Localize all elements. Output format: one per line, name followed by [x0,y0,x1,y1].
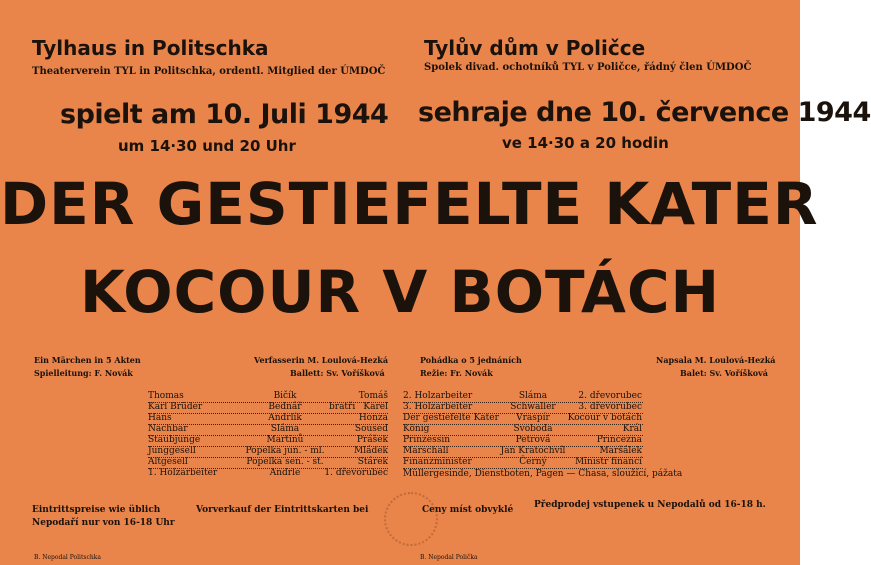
cast-actor: Bednář [268,402,302,412]
cast-role: Staubjunge [148,435,201,445]
cast-actor: Petrová [515,435,551,445]
cast-actor: Martinů [266,435,304,445]
prices-cz: Ceny míst obvyklé [422,505,514,515]
cast-actor: Andrlík [268,413,302,423]
presale-hours-de: Nepodaří nur von 16-18 Uhr [32,518,175,528]
cast-rule [403,435,643,436]
cast-rule [403,457,643,458]
cast-role: Karl Brüder [148,402,203,412]
cast-rule [148,468,388,469]
title-czech: KOCOUR V BOTÁCH [79,258,721,326]
cast-rule [403,413,643,414]
ballet-cz: Balet: Sv. Voříšková [680,368,768,378]
cast-role: Prinzessin [403,435,451,445]
cast-role: Junggesell [148,446,196,456]
cast-actor: Bičík [273,391,297,401]
cast-role: 1. Holzarbeiter [148,468,218,478]
cast-role: Hans [148,413,172,423]
cast-role: Tomáš [358,391,388,401]
cast-role-bratri: bratři [329,402,356,412]
cast-actor: Sláma [518,391,548,401]
cast-role: Nachbar [148,424,188,434]
times-cz: ve 14·30 a 20 hodin [502,134,669,152]
cast-role: Král [622,424,642,434]
cast-role: 2. Holzarbeiter [403,391,473,401]
cast-role: 1. dřevorubec [324,468,388,478]
cast-actor: Jan Kratochvíl [500,446,566,456]
cast-role: Marschall [403,446,449,456]
perforation-stamp [384,492,438,546]
cast-rule [403,468,643,469]
cast-role: Prášek [356,435,388,445]
cast-role: 3. dřevorubec [578,402,642,412]
date-de: spielt am 10. Juli 1944 [60,99,389,130]
cast-rule [403,402,643,403]
cast-rule [148,457,388,458]
cast-extras: Müllergesinde, Dienstboten, Pagen — Chasa, sloužící, pážata [403,469,683,479]
cast-actor: Schwaller [510,402,556,412]
presale-de: Vorverkauf der Eintrittskarten bei [196,505,369,515]
cast-role: Stárek [357,457,388,467]
title-german: DER GESTIEFELTE KATER [0,170,819,238]
venue-cz: Tylův dům v Poličce [424,36,646,60]
cast-rule [148,402,388,403]
cast-rule [148,413,388,414]
cast-role: Ministr financí [574,457,642,467]
venue-de: Tylhaus in Politschka [32,36,269,60]
presale-cz: Předprodej vstupenek u Nepodalů od 16-18 h. [534,500,766,510]
cast-rule [148,435,388,436]
genre-de: Ein Märchen in 5 Akten [34,355,141,365]
prices-de: Eintrittspreise wie üblich [32,505,161,515]
cast-role: Mládek [353,446,388,456]
cast-role: Karel [363,402,388,412]
cast-actor: Popelka sen. - st. [246,457,324,467]
cast-actor: Černý [519,457,547,467]
cast-rule [403,424,643,425]
date-cz: sehraje dne 10. července 1944 [418,97,871,128]
society-de: Theaterverein TYL in Politschka, ordentl. Mitglied der ÚMDOČ [32,66,386,77]
society-cz: Spolek divad. ochotníků TYL v Poličce, řádný člen ÚMDOČ [424,62,752,73]
author-cz: Napsala M. Loulová-Hezká [656,355,776,365]
cast-rule [148,424,388,425]
cast-role: 2. dřevorubec [578,391,642,401]
cast-role: König [403,424,430,434]
cast-role: Finanzminister [403,457,472,467]
cast-role: 3. Holzarbeiter [403,402,473,412]
cast-actor: Andrle [269,468,301,478]
author-de: Verfasserin M. Loulová-Hezká [254,355,389,365]
ballet-de: Ballett: Sv. Voříšková [290,368,385,378]
director-de: Spielleitung: F. Novák [34,368,133,378]
times-de: um 14·30 und 20 Uhr [118,137,296,155]
cast-actor: Sláma [270,424,300,434]
cast-rule [403,446,643,447]
cast-role: Der gestiefelte Kater [403,413,499,423]
cast-rule [148,446,388,447]
cast-role: Soused [354,424,388,434]
printer-cz: B. Nepodal Polička [420,554,478,561]
printer-de: B. Nepodal Politschka [34,554,101,561]
cast-actor: Svoboda [513,424,553,434]
cast-actor: Popelka jun. - ml. [245,446,325,456]
director-cz: Režie: Fr. Novák [420,368,493,378]
cast-role: Honza [358,413,388,423]
cast-role: Princezna [596,435,642,445]
cast-role: Thomas [148,391,184,401]
cast-role: Altgesell [148,457,188,467]
cast-role: Maršálek [599,446,642,456]
cast-actor: Vraspír [516,413,550,423]
cast-role: Kocour v botách [567,413,642,423]
genre-cz: Pohádka o 5 jednáních [420,355,522,365]
